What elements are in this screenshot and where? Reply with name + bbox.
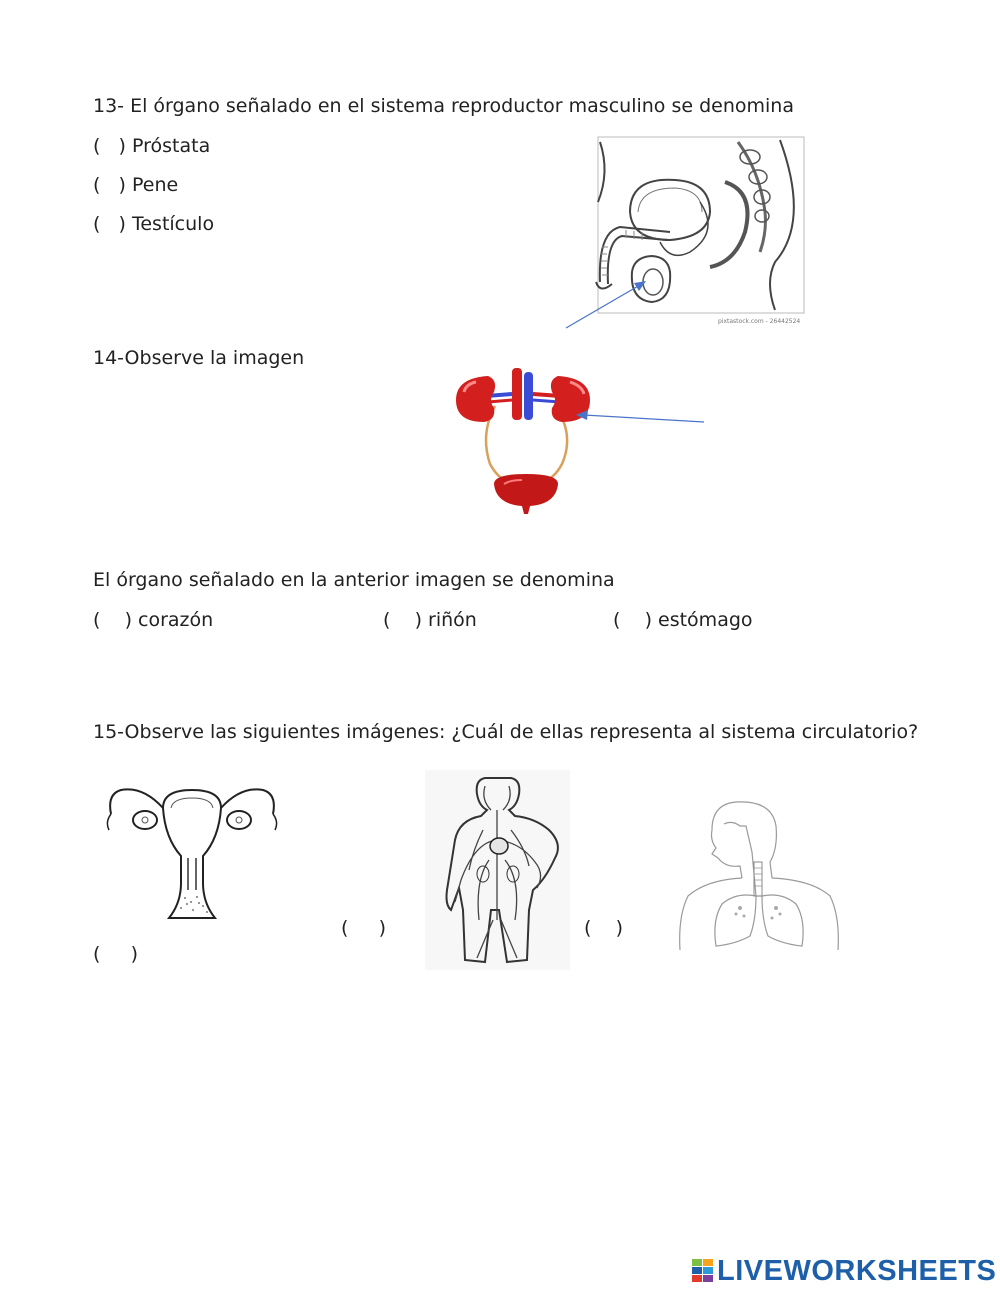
q13-pointer-arrow	[560, 270, 660, 340]
brand-name: LIVEWORKSHEETS	[717, 1254, 997, 1287]
q15-option-female-reproductive[interactable]: ( )	[93, 943, 139, 965]
q14-pointer-arrow	[570, 400, 710, 430]
image-credit: pixtastock.com - 26442524	[718, 318, 801, 325]
q14-option-rinon[interactable]: ( ) riñón	[383, 609, 477, 631]
liveworksheets-logo[interactable]	[692, 1254, 996, 1288]
q15-option-circulatory[interactable]: ( )	[341, 917, 387, 939]
q14-prompt: 14-Observe la imagen	[93, 347, 305, 369]
circulatory-system-image	[425, 770, 570, 970]
respiratory-system-image	[676, 796, 844, 954]
q15-option-respiratory[interactable]: ( )	[584, 917, 623, 939]
q14-option-estomago[interactable]: ( ) estómago	[613, 609, 753, 631]
q13-option-testiculo[interactable]: ( ) Testículo	[93, 213, 215, 235]
female-reproductive-system-image	[103, 778, 281, 924]
urinary-system-image	[450, 364, 600, 516]
logo-blocks-icon	[692, 1259, 714, 1283]
q14-option-corazon[interactable]: ( ) corazón	[93, 609, 214, 631]
q13-option-prostata[interactable]: ( ) Próstata	[93, 135, 211, 157]
q15-prompt: 15-Observe las siguientes imágenes: ¿Cuál de ellas representa al sistema circulatorio?	[93, 721, 919, 743]
q14-question: El órgano señalado en la anterior imagen se denomina	[93, 569, 615, 591]
q13-prompt: 13- El órgano señalado en el sistema reproductor masculino se denomina	[93, 95, 794, 117]
q13-option-pene[interactable]: ( ) Pene	[93, 174, 179, 196]
